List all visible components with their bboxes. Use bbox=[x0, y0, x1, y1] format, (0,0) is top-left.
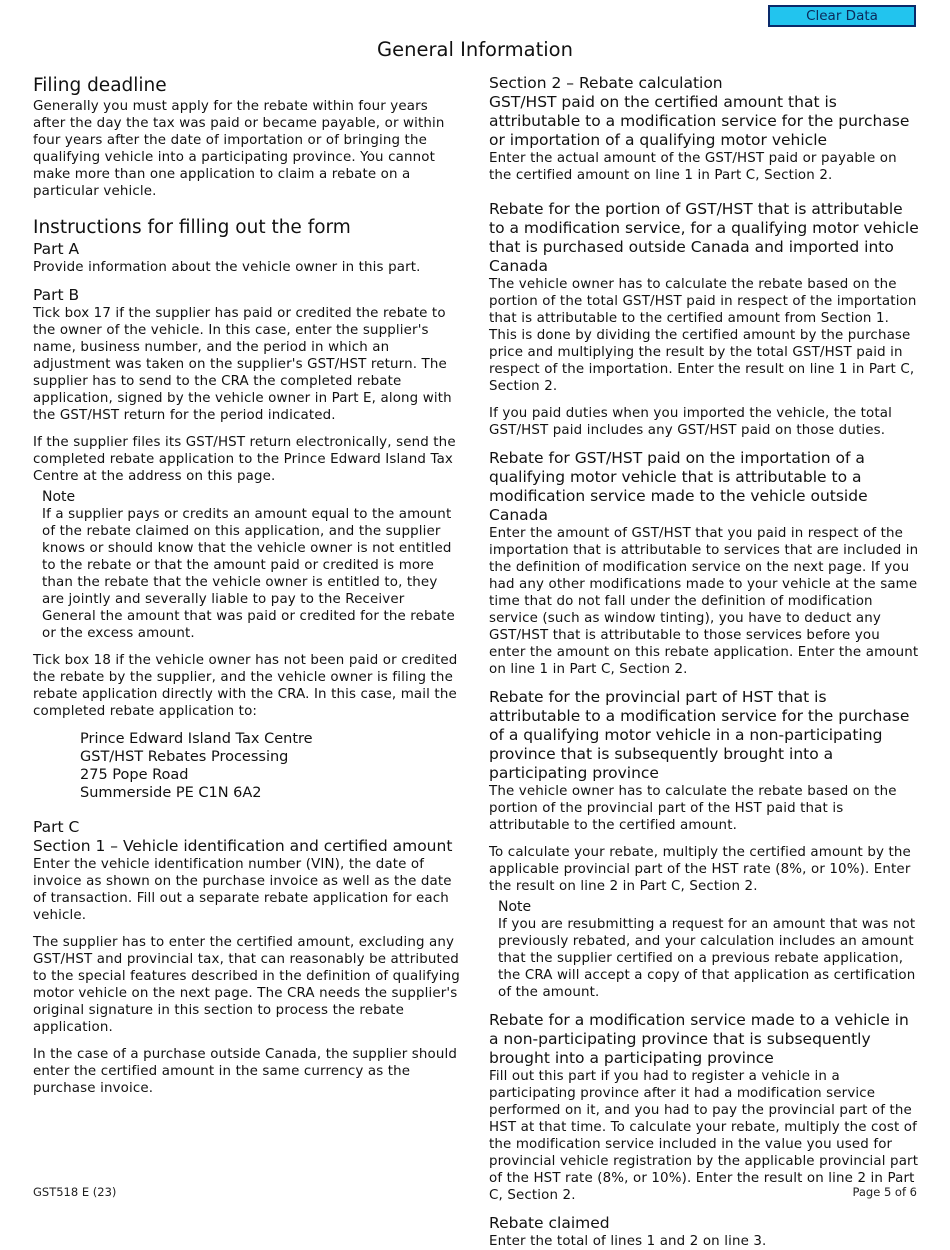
filing-deadline-text: Generally you must apply for the rebate within four years after the day the tax was paid or became payable, or within four years after the date of importation or of bringing the qualifying vehicle into a participating province. You cannot make more than one application to claim a rebate on a particular vehicle. bbox=[33, 99, 445, 199]
provincial-part-text-1: The vehicle owner has to calculate the rebate based on the portion of the provincial part of the HST paid that is attributable to the certified amount. bbox=[489, 784, 897, 833]
form-id: GST518 E (23) bbox=[33, 1185, 117, 1199]
gst-certified-heading: GST/HST paid on the certified amount that is attributable to a modification service for the purchase or importation of a qualifying motor vehicle bbox=[489, 93, 910, 149]
address-line: 275 Pope Road bbox=[80, 767, 189, 783]
note-text: If a supplier pays or credits an amount equal to the amount of the rebate claimed on this application, and the supplier knows or should know that the vehicle owner is not entitled to the rebate or that the amount paid or credited is more than the rebate that the vehicle owner is entitled to, they are jointly and severally liable to pay to the Receiver General the amount that was paid or credited for the rebate or the excess amount. bbox=[42, 507, 455, 641]
part-b-text-1: Tick box 17 if the supplier has paid or credited the rebate to the owner of the vehicle. In this case, enter the supplier's name, business number, and the period in which an adjustment was taken on the supplier's GST/HST return. The supplier has to send to the CRA the completed rebate application, signed by the vehicle owner in Part E, along with the GST/HST return for the period indicated. bbox=[33, 306, 452, 423]
section-1-text-2: The supplier has to enter the certified amount, excluding any GST/HST and provincial tax, that can reasonably be attributed to the special features described in the definition of qualifying motor vehicle on the next page. The CRA needs the supplier's original signature in this section to process the rebate application. bbox=[33, 935, 460, 1035]
outside-canada-text-1: The vehicle owner has to calculate the rebate based on the portion of the total GST/HST paid in respect of the importation that is attributable to the certified amount from Section 1. This is done by dividing the certified amount by the purchase price and multiplying the result by the total GST/HST paid in respect of the importation. Enter the result on line 1 in Part C, Section 2. bbox=[489, 277, 917, 394]
address-line: GST/HST Rebates Processing bbox=[80, 749, 289, 765]
note-title: Note bbox=[498, 899, 532, 915]
section-2-heading: Section 2 – Rebate calculation bbox=[489, 74, 723, 92]
section-1-text-1: Enter the vehicle identification number (VIN), the date of invoice as shown on the purchase invoice as well as the date of transaction. Fill out a separate rebate application for each vehicle. bbox=[33, 857, 452, 923]
resubmission-note bbox=[498, 899, 919, 1001]
provincial-part-heading: Rebate for the provincial part of HST that is attributable to a modification service for the purchase of a qualifying motor vehicle in a non-participating province that is subsequently brought into a participating province bbox=[489, 688, 910, 782]
importation-text: Enter the amount of GST/HST that you paid in respect of the importation that is attributable to services that are included in the definition of modification service on the next page. If you had any other modifications made to your vehicle at the same time that do not fall under the definition of modification service (such as window tinting), you have to deduct any GST/HST that is attributable to those services before you enter the amount on this rebate application. Enter the amount on line 1 in Part C, Section 2. bbox=[489, 526, 919, 677]
address-line: Summerside PE C1N 6A2 bbox=[80, 785, 262, 801]
mailing-address bbox=[80, 730, 461, 802]
gst-certified-text: Enter the actual amount of the GST/HST paid or payable on the certified amount on line 1 in Part C, Section 2. bbox=[489, 151, 897, 183]
page-number: Page 5 of 6 bbox=[852, 1185, 917, 1199]
right-column bbox=[489, 74, 919, 1250]
section-1-text-3: In the case of a purchase outside Canada, the supplier should enter the certified amount in the same currency as the purchase invoice. bbox=[33, 1047, 458, 1096]
part-b-text-2: If the supplier files its GST/HST return electronically, send the completed rebate application to the Prince Edward Island Tax Centre at the address on this page. bbox=[33, 435, 456, 484]
left-column bbox=[33, 74, 461, 1097]
filing-deadline-heading: Filing deadline bbox=[33, 75, 167, 96]
importation-heading: Rebate for GST/HST paid on the importation of a qualifying motor vehicle that is attributable to a modification service made to the vehicle outside Canada bbox=[489, 449, 868, 524]
instructions-heading: Instructions for filling out the form bbox=[33, 217, 351, 238]
outside-canada-heading: Rebate for the portion of GST/HST that is attributable to a modification service, for a qualifying motor vehicle that is purchased outside Canada and imported into Canada bbox=[489, 200, 919, 275]
supplier-note bbox=[42, 489, 461, 642]
page-title: General Information bbox=[377, 38, 573, 61]
part-a-text: Provide information about the vehicle owner in this part. bbox=[33, 260, 421, 275]
non-participating-heading: Rebate for a modification service made to a vehicle in a non-participating province that is subsequently brought into a participating province bbox=[489, 1011, 909, 1067]
section-1-heading: Section 1 – Vehicle identification and certified amount bbox=[33, 837, 453, 855]
note-text: If you are resubmitting a request for an amount that was not previously rebated, and your calculation includes an amount that the supplier certified on a previous rebate application, the CRA will accept a copy of that application as certification of the amount. bbox=[498, 917, 916, 1000]
part-b-heading: Part B bbox=[33, 286, 80, 304]
non-participating-text: Fill out this part if you had to register a vehicle in a participating province after it had a modification service performed on it, and you had to pay the provincial part of the HST at that time. To calculate your rebate, multiply the cost of the modification service included in the value you used for provincial vehicle registration by the applicable provincial part of the HST rate (8%, or 10%). Enter the result on line 2 in Part C, Section 2. bbox=[489, 1069, 919, 1203]
outside-canada-text-2: If you paid duties when you imported the vehicle, the total GST/HST paid includes any GST/HST paid on those duties. bbox=[489, 406, 893, 438]
address-line: Prince Edward Island Tax Centre bbox=[80, 731, 313, 747]
rebate-claimed-heading: Rebate claimed bbox=[489, 1214, 610, 1232]
note-title: Note bbox=[42, 489, 76, 505]
clear-data-button[interactable]: Clear Data bbox=[768, 5, 916, 27]
part-b-text-3: Tick box 18 if the vehicle owner has not been paid or credited the rebate by the supplier, and the vehicle owner is filing the rebate application directly with the CRA. In this case, mail the completed rebate application to: bbox=[33, 653, 458, 719]
rebate-claimed-text: Enter the total of lines 1 and 2 on line 3. bbox=[489, 1234, 767, 1249]
part-c-heading: Part C bbox=[33, 818, 80, 836]
provincial-part-text-2: To calculate your rebate, multiply the certified amount by the applicable provincial part of the HST rate (8%, or 10%). Enter the result on line 2 in Part C, Section 2. bbox=[489, 845, 911, 894]
part-a-heading: Part A bbox=[33, 240, 80, 258]
